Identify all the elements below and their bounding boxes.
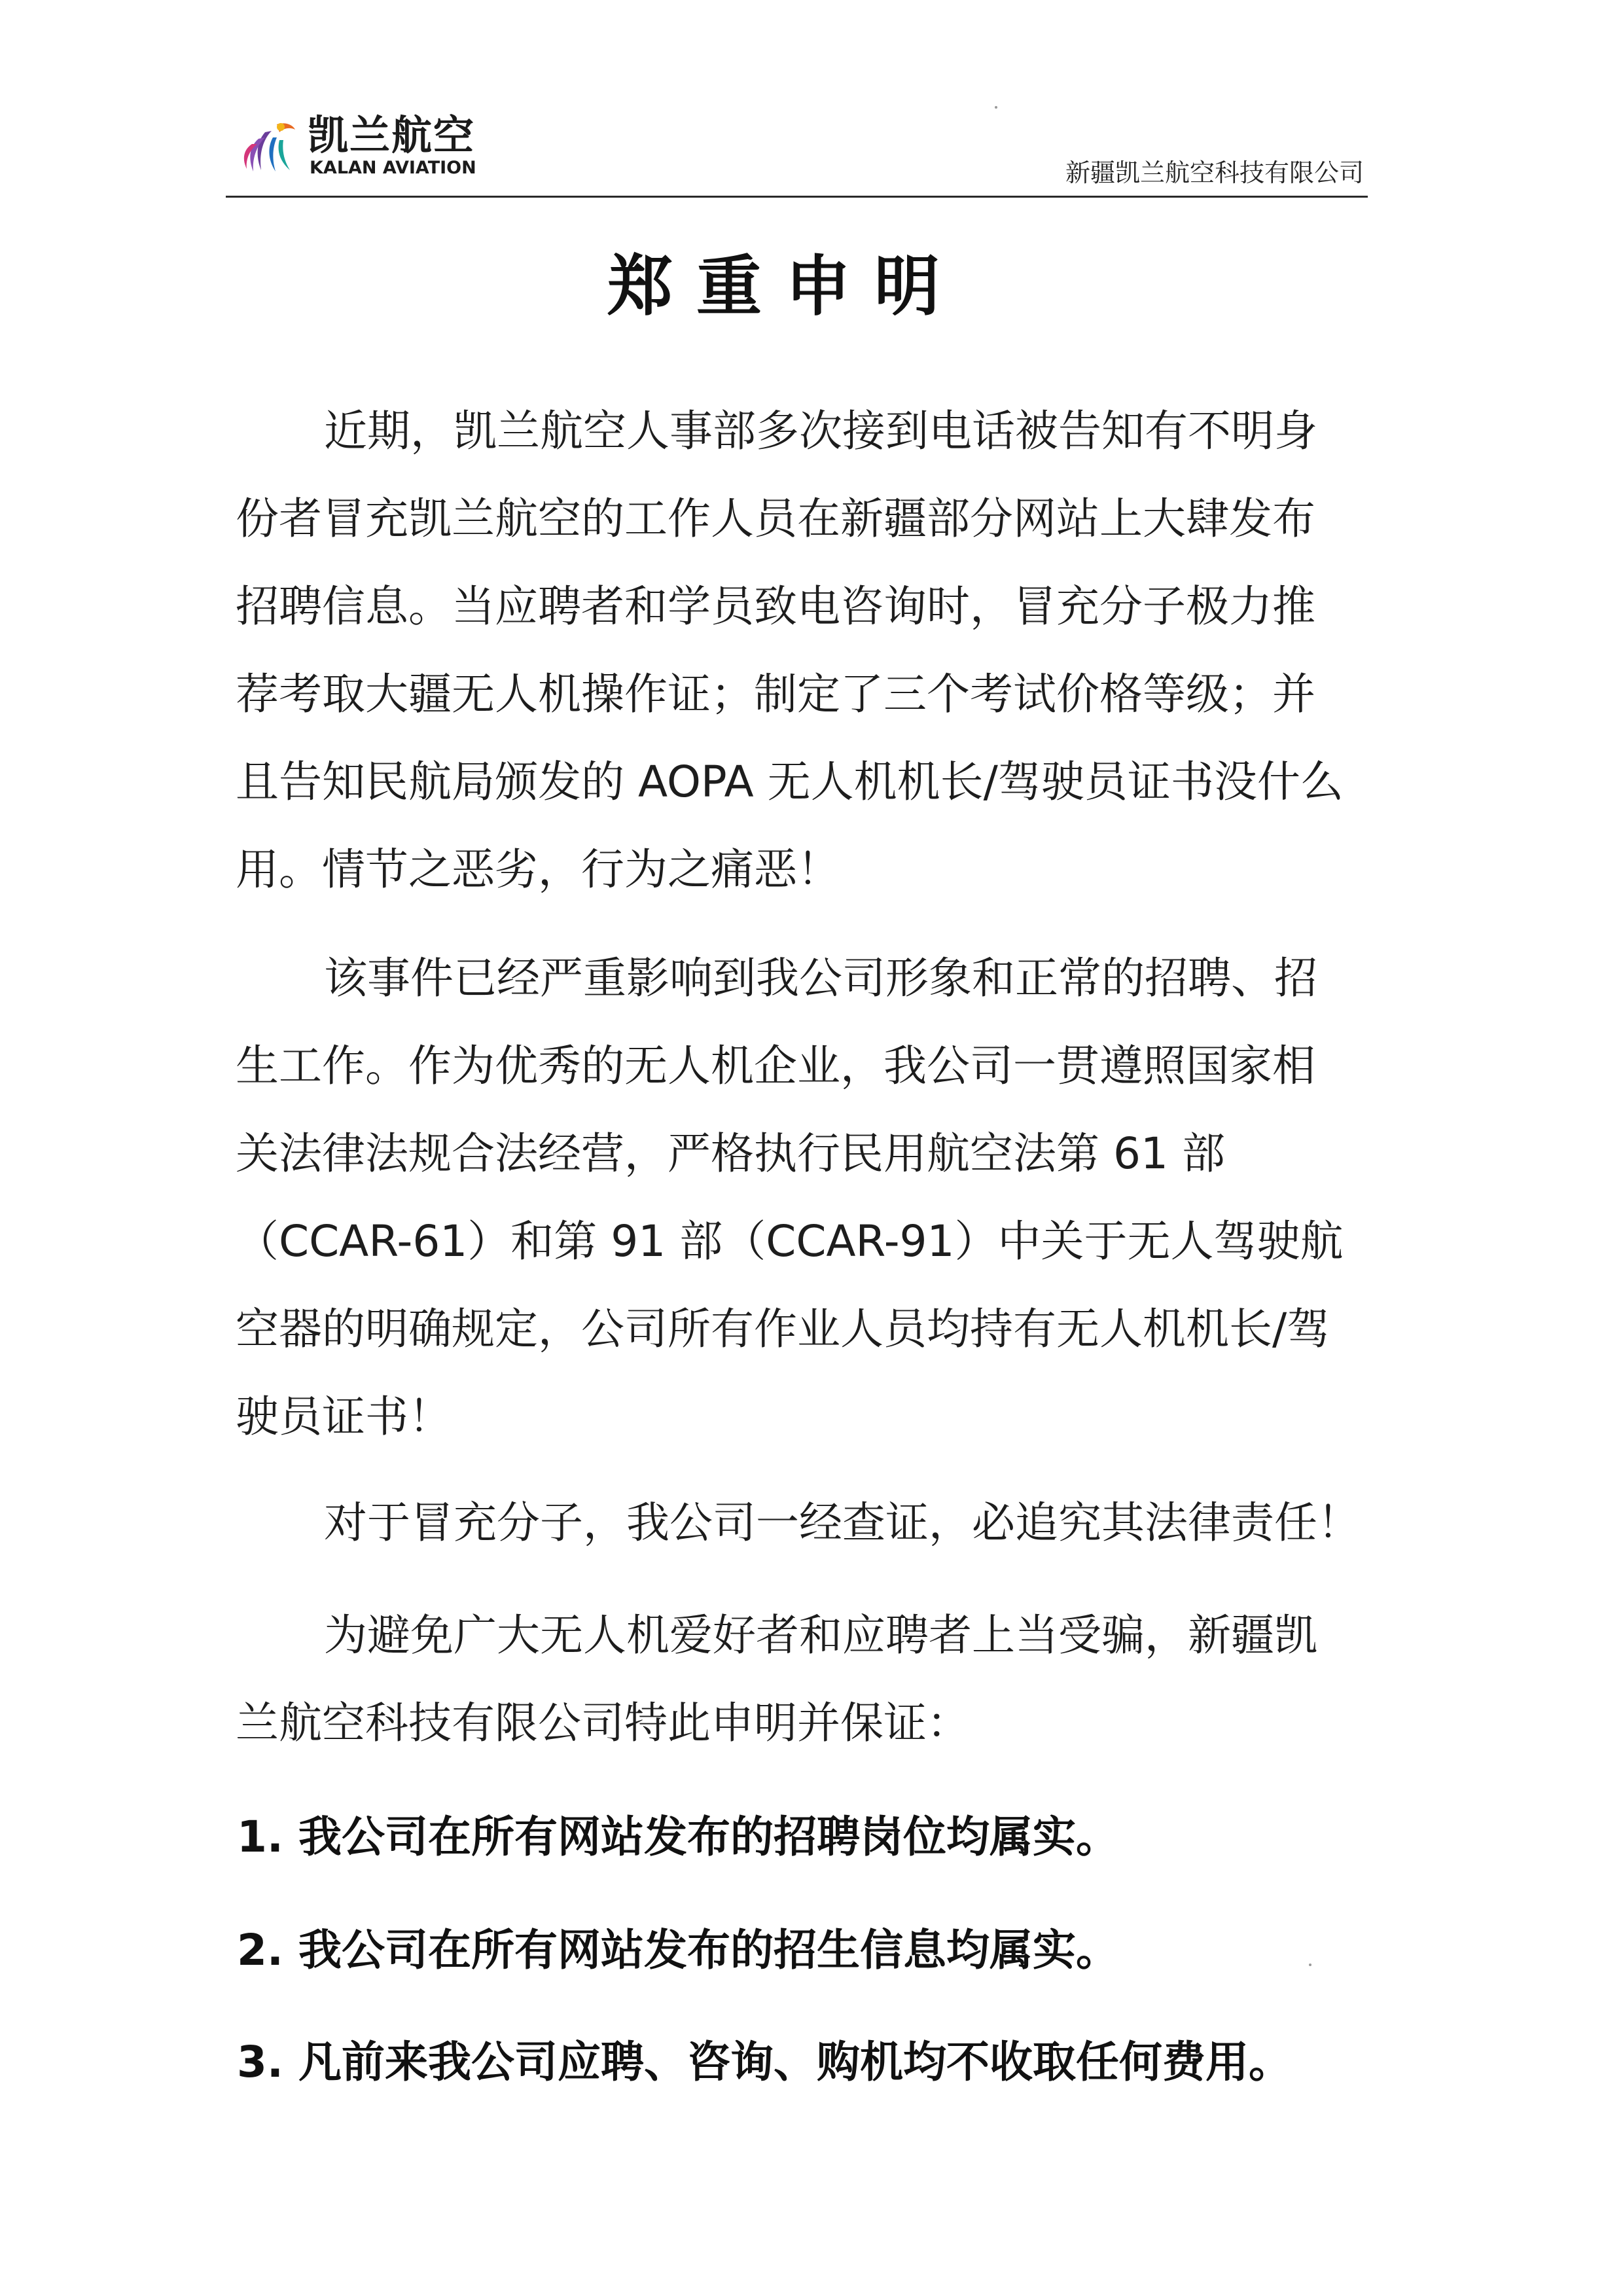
paragraph-line: 关法律法规合法经营，严格执行民用航空法第 61 部 (236, 1128, 1225, 1179)
guarantee-item-3: 3. 凡前来我公司应聘、咨询、购机均不收取任何费用。 (237, 2037, 1292, 2087)
paragraph-line: 该事件已经严重影响到我公司形象和正常的招聘、招 (324, 953, 1317, 1003)
paragraph-line: 且告知民航局颁发的 AOPA 无人机机长/驾驶员证书没什么 (236, 757, 1344, 807)
paragraph-2 (236, 935, 1374, 1461)
paragraph-line: 份者冒充凯兰航空的工作人员在新疆部分网站上大肆发布 (236, 493, 1315, 544)
guarantee-item-1: 1. 我公司在所有网站发布的招聘岗位均属实。 (237, 1812, 1119, 1862)
kalan-bird-logo-icon (239, 118, 299, 178)
header-divider (226, 196, 1368, 198)
paragraph-line: 荐考取大疆无人机操作证；制定了三个考试价格等级；并 (236, 669, 1315, 719)
scan-speck (1309, 1964, 1311, 1966)
paragraph-line: 生工作。作为优秀的无人机企业，我公司一贯遵照国家相 (236, 1041, 1315, 1091)
paragraph-line: 兰航空科技有限公司特此申明并保证： (236, 1698, 970, 1748)
document-title: 郑重申明 (607, 248, 963, 325)
paragraph-line: 对于冒充分子，我公司一经查证，必追究其法律责任！ (324, 1498, 1361, 1548)
paragraph-line: 空器的明确规定，公司所有作业人员均持有无人机机长/驾 (236, 1304, 1330, 1354)
paragraph-line: 驶员证书！ (236, 1391, 452, 1442)
paragraph-4 (236, 1592, 1374, 1767)
letterhead (226, 105, 1368, 198)
company-name: 新疆凯兰航空科技有限公司 (1065, 158, 1364, 187)
scan-speck (995, 106, 997, 109)
paragraph-line: （CCAR-61）和第 91 部（CCAR-91）中关于无人驾驶航 (236, 1216, 1344, 1266)
paragraph-line: 用。情节之恶劣，行为之痛恶！ (236, 844, 840, 895)
paragraph-line: 近期，凯兰航空人事部多次接到电话被告知有不明身 (324, 406, 1317, 456)
logo-chinese-name: 凯兰航空 (308, 111, 476, 159)
paragraph-line: 为避免广大无人机爱好者和应聘者上当受骗，新疆凯 (324, 1610, 1317, 1660)
logo-english-name: KALAN AVIATION (310, 158, 476, 178)
paragraph-line: 招聘信息。当应聘者和学员致电咨询时，冒充分子极力推 (236, 581, 1315, 632)
paragraph-1 (236, 387, 1374, 914)
guarantee-item-2: 2. 我公司在所有网站发布的招生信息均属实。 (237, 1925, 1119, 1975)
company-logo (239, 111, 488, 183)
paragraph-3 (236, 1479, 1374, 1567)
